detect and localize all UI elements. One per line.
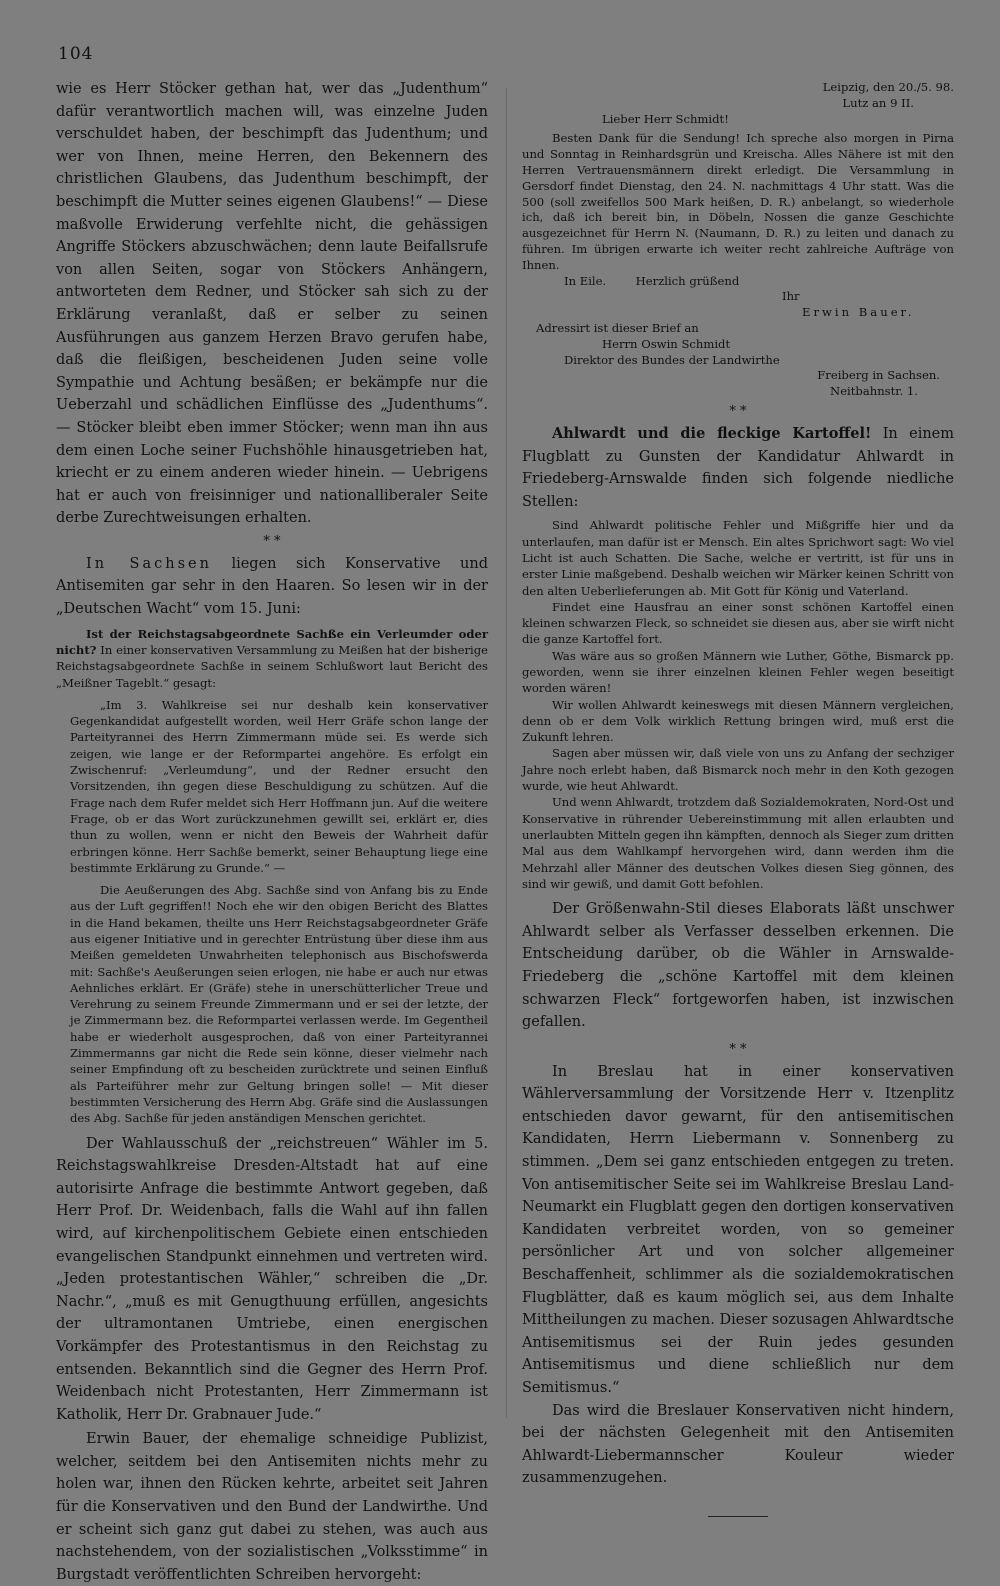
flugblatt-quote-2: Findet eine Hausfrau an einer sonst schönen Kartoffel einen kleinen schwarzen Fleck, so schneidet sie diesen aus, aber sie wirft nicht die ganze Kartoffel fort. [522, 599, 954, 647]
section-separator: * * [729, 1041, 747, 1057]
address-city: Freiberg in Sachsen. [817, 368, 940, 383]
page-number: 104 [58, 44, 94, 64]
paragraph-erwin-bauer: Erwin Bauer, der ehemalige schneidige Publizist, welcher, seitdem bei den Antisemiten nichts mehr zu holen war, ihnen den Rücken kehrte, arbeitet seit Jahren für die Konservativen und den Bund der Landwirthe. Und er scheint sich ganz gut dabei zu stehen, was auch aus nachstehendem, von der sozialistischen „Volksstimme“ in Burgstadt veröffentlichten Schreiben hervorgeht: [56, 1431, 488, 1583]
paragraph-breslau-end: Das wird die Breslauer Konservativen nicht hindern, bei der nächsten Gelegenheit mit den Antisemiten Ahlwardt-Liebermannscher Kouleur wieder zusammenzugehen. [522, 1402, 954, 1487]
paragraph-groessenwahn: Der Größenwahn-Stil dieses Elaborats läßt unschwer Ahlwardt selber als Verfasser desselben erkennen. Die Entscheidung darüber, ob die Wähler in Arnswalde-Friedeberg die „schöne Kartoffel mit dem kleinen schwarzen Fleck“ fortgeworfen haben, ist inzwischen gefallen. [522, 901, 954, 1031]
right-column [522, 80, 954, 1517]
paragraph-sachsen-text: liegen sich Konservative und Antisemiten gar sehr in den Haaren. So lesen wir in der „Deutschen Wacht“ vom 15. Juni: [56, 555, 488, 618]
paragraph-ahlwardt [522, 423, 954, 513]
paragraph-sachsse [56, 626, 488, 691]
left-column [56, 78, 488, 1586]
paragraph-wahlausschuss: Der Wahlausschuß der „reichstreuen“ Wähler im 5. Reichstagswahlkreise Dresden-Altstadt hat auf eine autorisirte Anfrage die bestimmte Antwort gegeben, daß Herr Prof. Dr. Weidenbach, falls die Wahl auf ihn fallen wird, auf kirchenpolitischem Gebiete einen entschieden evangelischen Standpunkt einnehmen und vertreten wird. „Jeden protestantischen Wähler,“ schreiben die „Dr. Nachr.“, „muß es mit Genugthuung erfüllen, angesichts der ultramontanen Umtriebe, einen energischen Vorkämpfer des Protestantismus in den Reichstag zu entsenden. Bekanntlich sind die Gegner des Herrn Prof. Weidenbach nicht Protestanten, Herr Zimmermann ist Katholik, Herr Dr. Grabnauer Jude.“ [56, 1135, 488, 1423]
letter-address-line: Lutz an 9 II. [842, 95, 914, 110]
emphasis-sachsen: In Sachsen [86, 555, 212, 572]
column-divider [506, 88, 507, 1418]
flugblatt-quote-5: Sagen aber müssen wir, daß viele von uns zu Anfang der sechziger Jahre noch erlebt haben, daß Bismarck noch mehr in den Koth gezogen wurde, wie heut Ahlwardt. [522, 746, 954, 794]
paragraph-ahlwardt-text: In einem Flugblatt zu Gunsten der Kandidatur Ahlwardt in Friedeberg-Arnswalde finden sich folgende niedliche Stellen: [522, 425, 954, 510]
flugblatt-quote-6: Und wenn Ahlwardt, trotzdem daß Sozialdemokraten, Nord-Ost und Konservative in rührender Uebereinstimmung mit allen erlaubten und unerlaubten Mitteln gegen ihn kämpften, dennoch als Sieger zum dritten Mal aus dem Wahlkampf hervorgehen wird, dann werden ihm die Mehrzahl aller Männer des deutschen Volkes diesen Sieg gönnen, des sind wir gewiß, und damit Gott befohlen. [522, 795, 954, 891]
quote-meissner: „Im 3. Wahlkreise sei nur deshalb kein konservativer Gegenkandidat aufgestellt worden, weil Herr Gräfe schon lange der Parteityrannei des Herrn Zimmermann müde sei. Es werde sich zeigen, wie lange er der Reformpartei angehöre. Es erfolgt ein Zwischenruf: „Verleumdung“, und der Redner ersucht den Vorsitzenden, ihn gegen diese Beschuldigung zu schützen. Auf die Frage nach dem Rufer meldet sich Herr Hoffmann jun. Auf die weitere Frage, ob er das Wort zurückzunehmen gewillt sei, erklärt er, dies thun zu wollen, wenn er nicht den Beweis der Wahrheit dafür erbringen könne. Herr Sachße bemerkt, seiner Behauptung liege eine bestimmte Erklärung zu Grunde.“ — [70, 697, 488, 875]
section-separator: * * [263, 533, 281, 549]
flugblatt-quote-3: Was wäre aus so großen Männern wie Luther, Göthe, Bismarck pp. geworden, wenn sie ihrer einzelnen kleinen Fehler wegen beseitigt worden wären! [522, 648, 954, 696]
letter-body: Besten Dank für die Sendung! Ich spreche also morgen in Pirna und Sonntag in Reinhardsgrün und Kreischa. Alles Nähere ist mit den Herren Vertrauensmännern direkt erledigt. Die Versammlung in Gersdorf findet Dienstag, den 24. N. nachmittags 4 Uhr statt. Was die 500 (soll zweifellos 500 Mark heißen, D. R.) anbelangt, so wiederhole ich, daß ich bereit bin, in Döbeln, Nossen die ganze Geschichte ausgezeichnet für Herrn N. (Naumann, D. R.) zu leiten und danach zu führen. Im übrigen erwarte ich weiter recht zahlreiche Aufträge von Ihnen. [522, 131, 954, 272]
address-intro: Adressirt ist dieser Brief an [536, 320, 699, 335]
end-rule [708, 1516, 768, 1517]
headline-ahlwardt: Ahlwardt und die fleckige Kartoffel! [552, 424, 872, 442]
paragraph-sachsse-text: In einer konservativen Versammlung zu Meißen hat der bisherige Reichstagsabgeordnete Sachße in seinem Schlußwort laut Bericht des „Meißner Tageblt.“ gesagt: [56, 642, 488, 690]
address-name: Herrn Oswin Schmidt [602, 336, 731, 351]
paragraph-sachsen [56, 553, 488, 621]
address-street: Neitbahnstr. 1. [830, 384, 918, 399]
letter-place-date: Leipzig, den 20./5. 98. [822, 80, 954, 94]
address-title: Direktor des Bundes der Landwirthe [564, 352, 780, 367]
headline-sachsse: Ist der Reichstagsabgeordnete Sachße ein Verleumder oder nicht? [56, 626, 488, 657]
flugblatt-quote-1: Sind Ahlwardt politische Fehler und Mißgriffe hier und da unterlaufen, man dafür ist er Mensch. Ein altes Sprichwort sagt: Wo viel Licht ist auch Schatten. Die Sache, welche er vertritt, ist für uns in erster Linie maßgebend. Deshalb weichen wir Märker keinen Schritt von den alten Ueberlieferungen ab. Mit Gott für König und Vaterland. [522, 518, 954, 598]
letter-closing: In Eile. Herzlich grüßend [564, 273, 740, 288]
paragraph-breslau: In Breslau hat in einer konservativen Wählerversammlung der Vorsitzende Herr v. Itzenplitz entschieden davor gewarnt, für den antisemitischen Kandidaten, Herrn Liebermann v. Sonnenberg zu stimmen. „Dem sei ganz entschieden entgegen zu treten. Von antisemitischer Seite sei im Wahlkreise Breslau Land-Neumarkt ein Flugblatt gegen den dortigen konservativen Kandidaten verbreitet worden, von so gemeiner persönlicher Art und von solcher allgemeiner Beschaffenheit, schlimmer als die sozialdemokratischen Flugblätter, daß es kaum möglich sei, aus dem Inhalte Mittheilungen zu machen. Dieser sozusagen Ahlwardtsche Antisemitismus sei der Ruin jedes gesunden Antisemitismus und diene schließlich nur dem Semitismus.“ [522, 1063, 954, 1397]
letter-salutation: Lieber Herr Schmidt! [602, 111, 729, 126]
letter-signature: Erwin Bauer. [802, 305, 915, 320]
paragraph-graefe: Die Aeußerungen des Abg. Sachße sind von Anfang bis zu Ende aus der Luft gegriffen!! Noch ehe wir den obigen Bericht des Blattes in die Hand bekamen, theilte uns Herr Reichstagsabgeordneter Gräfe aus eigener Initiative und in gerechter Entrüstung über diese ihm aus Meißen gemeldeten Unwahrheiten telephonisch aus Bischofswerda mit: Sachße's Aeußerungen seien erlogen, nie habe er auch nur etwas Aehnliches erklärt. Er (Gräfe) stehe in unerschütterlicher Treue und Verehrung zu seinem Freunde Zimmermann und er sei der letzte, der je Zimmermann bez. die Reformpartei verlassen werde. Im Gegentheil habe er wiederholt ausgesprochen, daß von einer Parteityrannei Zimmermanns gar nicht die Rede sein könne, dieser vielmehr nach seiner Empfindung oft zu bescheiden zurücktrete und seinen Einfluß als Parteiführer mehr zur Geltung bringen solle! — Mit dieser bestimmten Versicherung des Herrn Abg. Gräfe sind die Auslassungen des Abg. Sachße für jeden anständigen Menschen gerichtet. [70, 883, 488, 1126]
letter-ihr: Ihr [782, 289, 800, 304]
paragraph-stoecker: wie es Herr Stöcker gethan hat, wer das „Judenthum“ dafür verantwortlich machen will, was einzelne Juden verschuldet haben, der beschimpft das Judenthum; und wer von Ihnen, meine Herren, den Bekennern des christlichen Glaubens, das Judenthum beschimpft, der beschimpft die Mutter seines eigenen Glaubens!“ — Diese maßvolle Erwiderung verfehlte nicht, die gehässigen Angriffe Stöckers abzuschwächen; denn laute Beifallsrufe von allen Seiten, sogar von Stöckers Anhängern, antworteten dem Redner, und Stöcker sah sich zu der Erklärung veranlaßt, daß er selber zu seinen Ausführungen aus ganzem Herzen Bravo gerufen habe, daß die fleißigen, bescheidenen Juden seine volle Sympathie und Achtung besäßen; er bekämpfe nur die Ueberzahl und schädlichen Einflüsse des „Judenthums“. — Stöcker bleibt eben immer Stöcker; wenn man ihn aus dem einen Loche seiner Fuchshöhle hinausgetrieben hat, kriecht er zu einem anderen wieder hinein. — Uebrigens hat er auch von freisinniger und nationalliberaler Seite derbe Zurechtweisungen erhalten. [56, 81, 488, 527]
flugblatt-quote-4: Wir wollen Ahlwardt keineswegs mit diesen Männern vergleichen, denn ob er dem Volk wirklich Rettung bringen wird, muß erst die Zukunft lehren. [522, 697, 954, 745]
section-separator: * * [729, 403, 747, 419]
